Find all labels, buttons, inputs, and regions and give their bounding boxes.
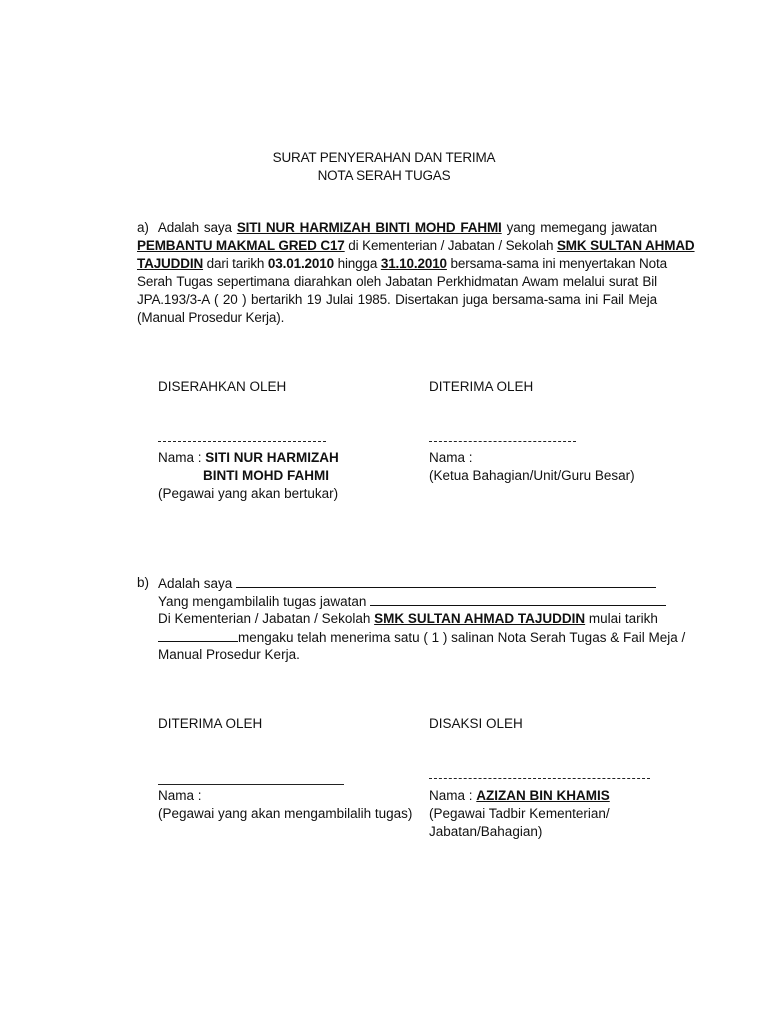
received-b-name-label: Nama :	[158, 788, 202, 803]
section-a-line-3: TAJUDDIN dari tarikh 03.01.2010 hingga 31.10.2010 bersama-sama ini menyertakan Nota	[137, 256, 667, 271]
witness-role-2: Jabatan/Bahagian)	[429, 824, 543, 839]
signature-line-witness	[429, 778, 650, 779]
handed-over-name-2: BINTI MOHD FAHMI	[203, 468, 329, 483]
school-name-part-1: SMK SULTAN AHMAD	[556, 238, 695, 253]
handed-over-by-heading: DISERAHKAN OLEH	[158, 379, 287, 394]
received-by-heading-b: DITERIMA OLEH	[158, 716, 263, 731]
signature-line-handed-over	[158, 441, 326, 442]
received-b-role: (Pegawai yang akan mengambilalih tugas)	[158, 806, 413, 821]
section-b-school-name: SMK SULTAN AHMAD TAJUDDIN	[374, 611, 586, 626]
section-b-line-5: Manual Prosedur Kerja.	[158, 647, 300, 662]
section-a-line-6: (Manual Prosedur Kerja).	[137, 310, 285, 325]
handed-over-role: (Pegawai yang akan bertukar)	[158, 486, 339, 501]
received-name-label: Nama :	[429, 450, 473, 465]
signature-line-received-b	[158, 784, 344, 785]
witness-name: AZIZAN BIN KHAMIS	[476, 788, 610, 803]
section-b-line-4: mengaku telah menerima satu ( 1 ) salinan Nota Serah Tugas & Fail Meja /	[158, 629, 685, 645]
section-b-line-3: Di Kementerian / Jabatan / Sekolah SMK SULTAN AHMAD TAJUDDIN mulai tarikh	[158, 611, 658, 626]
handed-over-name-1: SITI NUR HARMIZAH	[205, 450, 339, 465]
received-by-heading: DITERIMA OLEH	[429, 379, 534, 394]
witness-role-1: (Pegawai Tadbir Kementerian/	[429, 806, 610, 821]
school-name-part-2: TAJUDDIN	[137, 256, 204, 271]
section-a-paragraph	[137, 219, 695, 327]
section-a-line-4: Serah Tugas sepertimana diarahkan oleh Jabatan Perkhidmatan Awam melalui surat Bil	[137, 274, 657, 289]
section-b-marker: b)	[137, 575, 150, 590]
witness-name-row	[429, 788, 610, 803]
section-b-line-2: Yang mengambilalih tugas jawatan	[158, 593, 666, 609]
document-title: SURAT PENYERAHAN DAN TERIMA	[272, 150, 496, 165]
received-role: (Ketua Bahagian/Unit/Guru Besar)	[429, 468, 635, 483]
date-from: 03.01.2010	[267, 256, 334, 271]
date-to: 31.10.2010	[380, 256, 447, 271]
handed-over-name-row	[158, 450, 339, 465]
witnessed-by-heading: DISAKSI OLEH	[429, 716, 523, 731]
section-a-line-2: PEMBANTU MAKMAL GRED C17 di Kementerian / Jabatan / Sekolah SMK SULTAN AHMAD	[137, 238, 695, 253]
section-b-line-1: Adalah saya	[158, 575, 656, 591]
signature-line-received	[429, 441, 576, 442]
blank-position-field[interactable]	[370, 593, 666, 606]
section-a-line-1: a) Adalah saya SITI NUR HARMIZAH BINTI MOHD FAHMI yang memegang jawatan	[137, 220, 657, 235]
name-label: Nama :	[158, 450, 202, 465]
witness-name-label: Nama :	[429, 788, 473, 803]
job-position: PEMBANTU MAKMAL GRED C17	[137, 238, 345, 253]
employee-name: SITI NUR HARMIZAH BINTI MOHD FAHMI	[236, 220, 502, 235]
section-a-line-5: JPA.193/3-A ( 20 ) bertarikh 19 Julai 1985. Disertakan juga bersama-sama ini Fail Meja	[137, 292, 657, 307]
blank-date-field[interactable]	[158, 629, 238, 642]
section-a-marker: a)	[137, 220, 149, 235]
document-subtitle: NOTA SERAH TUGAS	[317, 168, 451, 183]
blank-name-field[interactable]	[236, 575, 656, 588]
